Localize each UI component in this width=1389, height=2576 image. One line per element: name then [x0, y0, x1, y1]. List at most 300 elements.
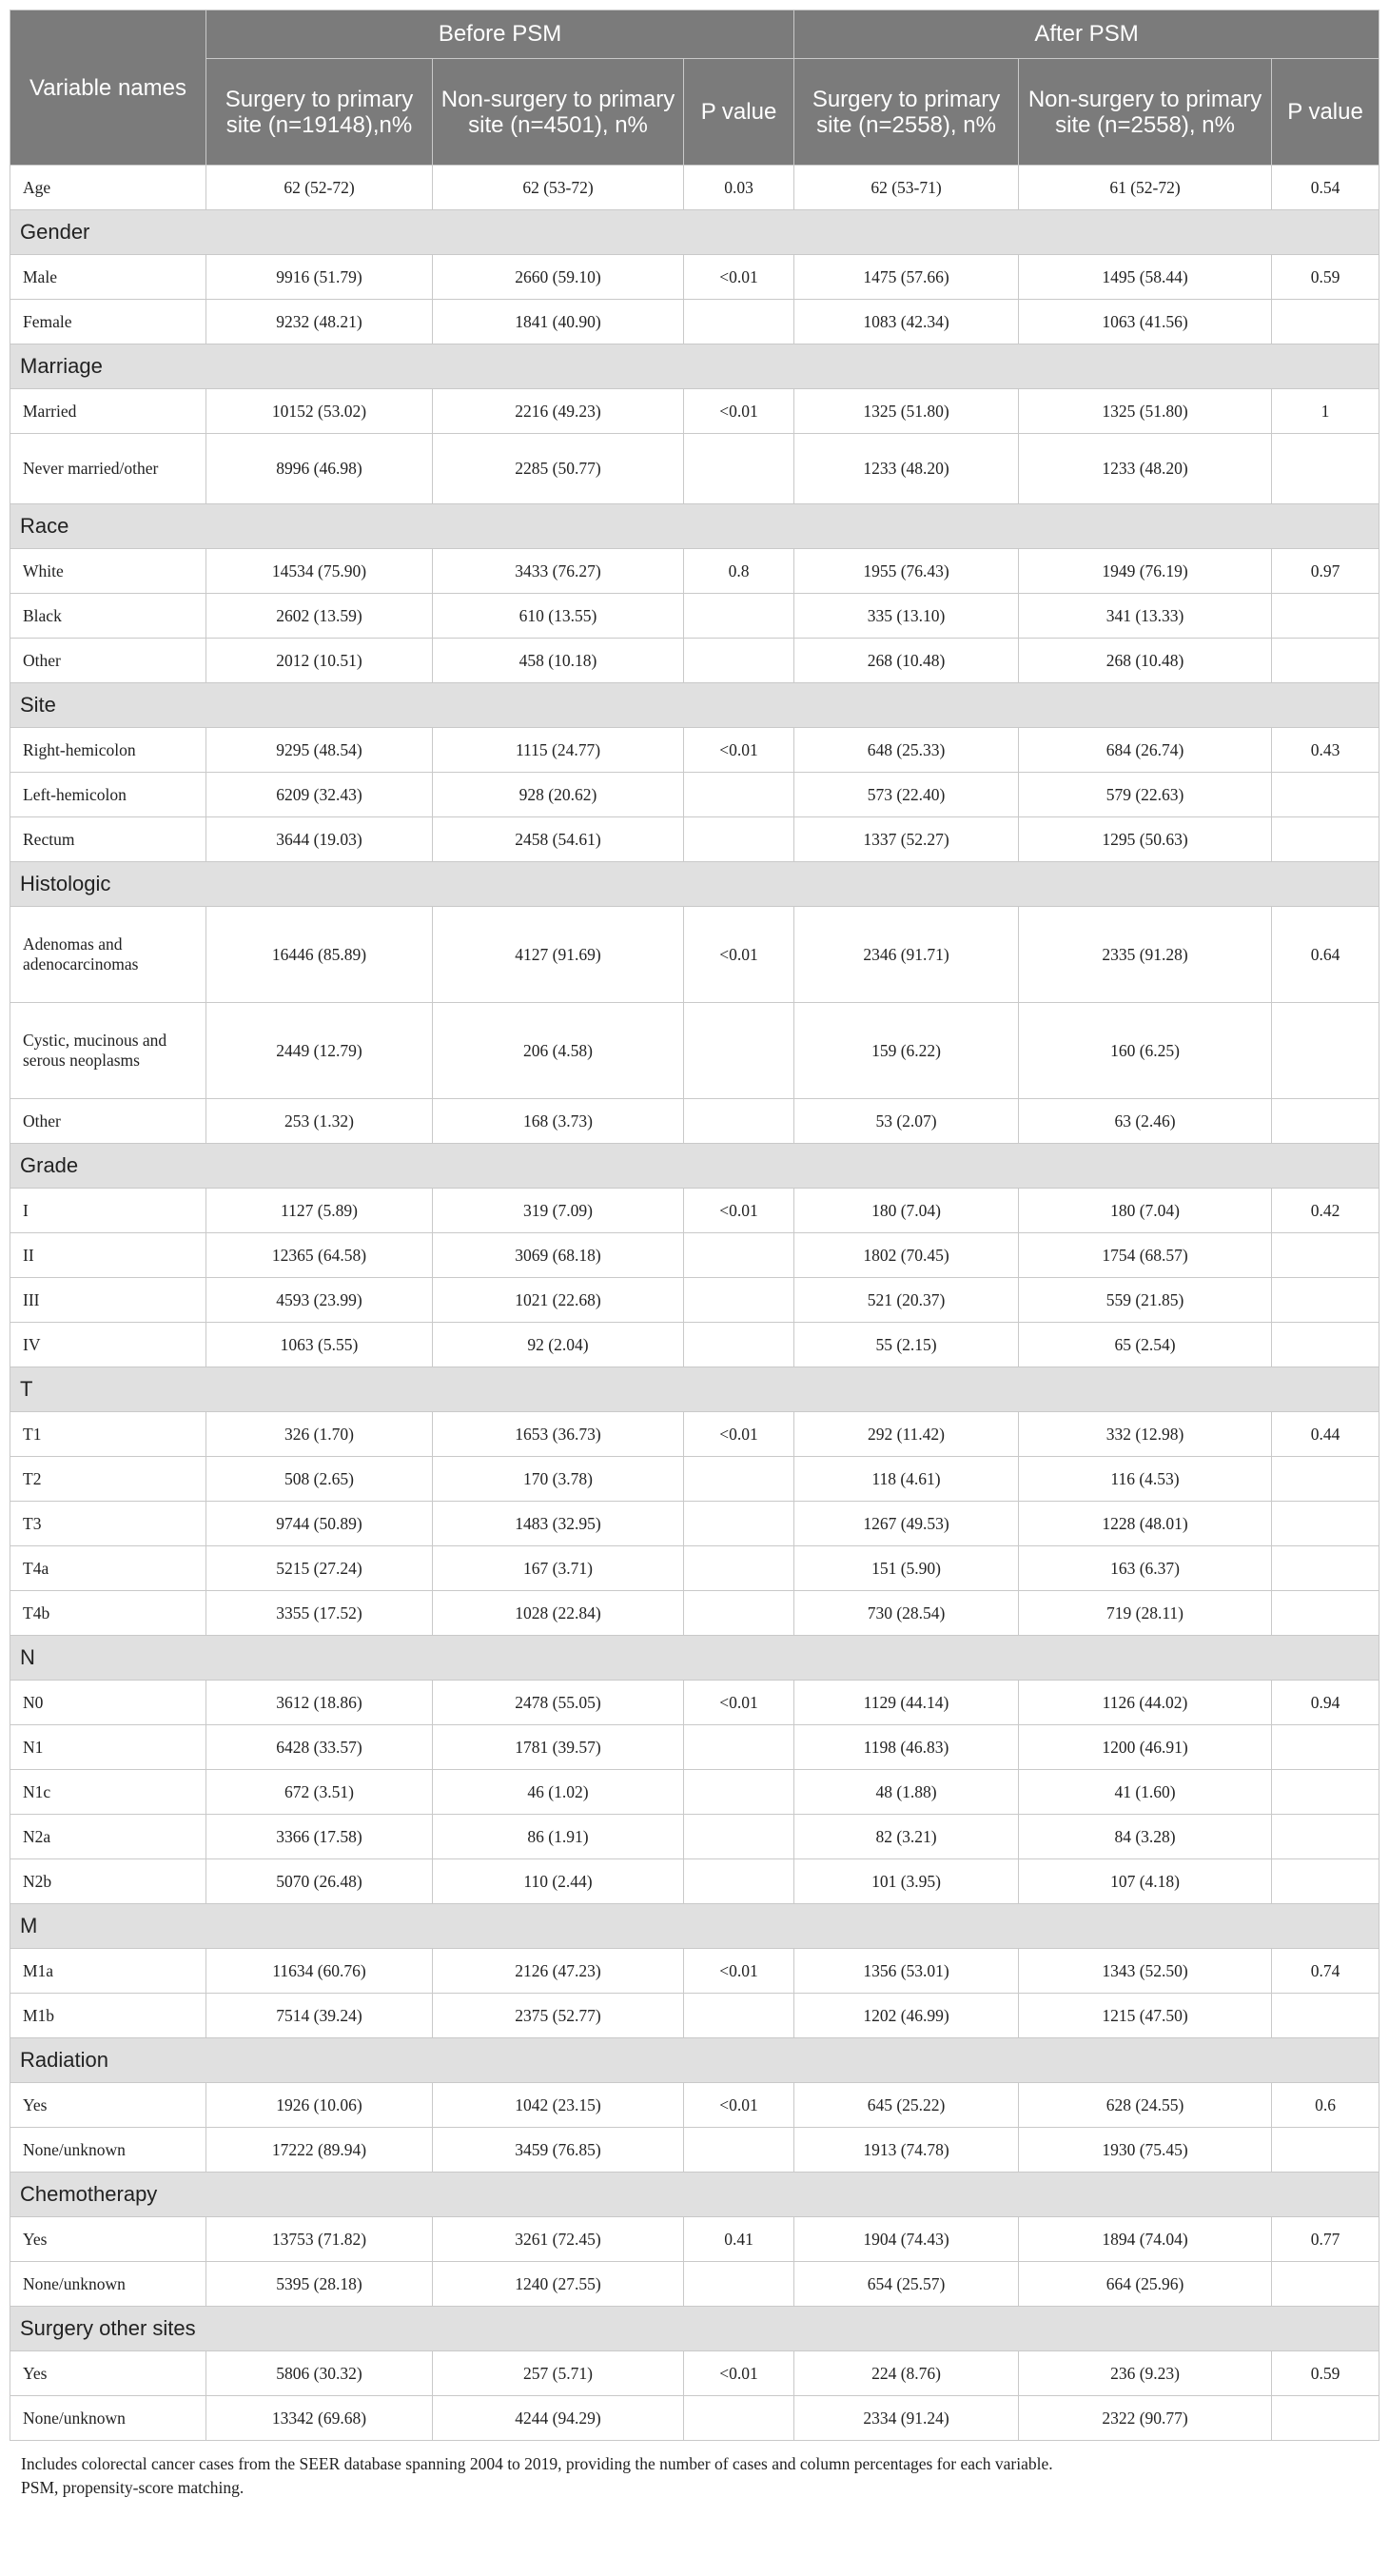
- table-row: [10, 773, 1379, 817]
- table-cell: [1272, 300, 1379, 344]
- table-cell: 63 (2.46): [1019, 1099, 1272, 1144]
- row-label: Yes: [10, 2083, 206, 2128]
- row-label: Yes: [10, 2217, 206, 2262]
- table-cell: 1228 (48.01): [1019, 1502, 1272, 1546]
- table-cell: [1272, 773, 1379, 817]
- row-label: I: [10, 1189, 206, 1233]
- row-label: Yes: [10, 2351, 206, 2396]
- section-label: M: [10, 1904, 1379, 1949]
- table-cell: 5395 (28.18): [206, 2262, 433, 2307]
- table-cell: 1781 (39.57): [433, 1725, 684, 1770]
- row-label: Age: [10, 166, 206, 210]
- row-label: Male: [10, 255, 206, 300]
- table-cell: 1028 (22.84): [433, 1591, 684, 1636]
- table-cell: 268 (10.48): [794, 639, 1019, 683]
- row-label: II: [10, 1233, 206, 1278]
- table-cell: [684, 434, 794, 504]
- row-label: None/unknown: [10, 2128, 206, 2173]
- table-cell: 2478 (55.05): [433, 1681, 684, 1725]
- table-cell: 1483 (32.95): [433, 1502, 684, 1546]
- table-cell: 1215 (47.50): [1019, 1994, 1272, 2038]
- table-cell: [684, 2262, 794, 2307]
- table-cell: 319 (7.09): [433, 1189, 684, 1233]
- table-cell: 167 (3.71): [433, 1546, 684, 1591]
- table-cell: 101 (3.95): [794, 1859, 1019, 1904]
- table-cell: 1042 (23.15): [433, 2083, 684, 2128]
- data-table: [10, 10, 1379, 2441]
- table-cell: <0.01: [684, 1412, 794, 1457]
- section-header-row: [10, 344, 1379, 389]
- section-header-row: [10, 862, 1379, 907]
- table-body: [10, 166, 1379, 2441]
- table-row: [10, 1278, 1379, 1323]
- row-label: N2a: [10, 1815, 206, 1859]
- table-cell: 253 (1.32): [206, 1099, 433, 1144]
- table-cell: 579 (22.63): [1019, 773, 1272, 817]
- table-cell: 1198 (46.83): [794, 1725, 1019, 1770]
- table-cell: 0.59: [1272, 255, 1379, 300]
- table-cell: 163 (6.37): [1019, 1546, 1272, 1591]
- table-cell: [684, 773, 794, 817]
- table-cell: [1272, 817, 1379, 862]
- table-cell: 1129 (44.14): [794, 1681, 1019, 1725]
- table-cell: <0.01: [684, 2351, 794, 2396]
- row-label: T3: [10, 1502, 206, 1546]
- table-cell: 928 (20.62): [433, 773, 684, 817]
- table-cell: 62 (53-72): [433, 166, 684, 210]
- table-cell: 62 (53-71): [794, 166, 1019, 210]
- row-label: White: [10, 549, 206, 594]
- row-label: T4a: [10, 1546, 206, 1591]
- row-label: Never married/other: [10, 434, 206, 504]
- row-label: T2: [10, 1457, 206, 1502]
- table-cell: 62 (52-72): [206, 166, 433, 210]
- table-cell: [684, 1725, 794, 1770]
- section-label: Gender: [10, 210, 1379, 255]
- section-header-row: [10, 1904, 1379, 1949]
- table-cell: [1272, 1502, 1379, 1546]
- table-cell: 1802 (70.45): [794, 1233, 1019, 1278]
- header-col-before-non-surgery: Non-surgery to primary site (n=4501), n%: [433, 59, 684, 166]
- table-cell: 0.59: [1272, 2351, 1379, 2396]
- section-header-row: [10, 504, 1379, 549]
- table-cell: [684, 1770, 794, 1815]
- table-cell: 2126 (47.23): [433, 1949, 684, 1994]
- table-row: [10, 1412, 1379, 1457]
- table-cell: 341 (13.33): [1019, 594, 1272, 639]
- table-cell: [684, 1323, 794, 1367]
- table-cell: [684, 1099, 794, 1144]
- table-row: [10, 907, 1379, 1003]
- table-cell: 92 (2.04): [433, 1323, 684, 1367]
- table-cell: 1356 (53.01): [794, 1949, 1019, 1994]
- header-group-before-psm: Before PSM: [206, 10, 794, 59]
- table-cell: 0.43: [1272, 728, 1379, 773]
- row-label: N0: [10, 1681, 206, 1725]
- table-cell: 2335 (91.28): [1019, 907, 1272, 1003]
- table-cell: [684, 1546, 794, 1591]
- table-cell: [684, 2396, 794, 2441]
- table-cell: 0.74: [1272, 1949, 1379, 1994]
- row-label: Female: [10, 300, 206, 344]
- table-cell: 1126 (44.02): [1019, 1681, 1272, 1725]
- row-label: Cystic, mucinous and serous neoplasms: [10, 1003, 206, 1099]
- table-cell: 48 (1.88): [794, 1770, 1019, 1815]
- table-cell: 1955 (76.43): [794, 549, 1019, 594]
- table-cell: 2602 (13.59): [206, 594, 433, 639]
- table-cell: 4244 (94.29): [433, 2396, 684, 2441]
- table-cell: 180 (7.04): [1019, 1189, 1272, 1233]
- table-cell: 1267 (49.53): [794, 1502, 1019, 1546]
- table-cell: 8996 (46.98): [206, 434, 433, 504]
- table-cell: 2012 (10.51): [206, 639, 433, 683]
- table-cell: 0.94: [1272, 1681, 1379, 1725]
- table-cell: 2449 (12.79): [206, 1003, 433, 1099]
- table-row: [10, 1770, 1379, 1815]
- table-container: [10, 10, 1379, 2500]
- table-cell: 1653 (36.73): [433, 1412, 684, 1457]
- table-cell: 9744 (50.89): [206, 1502, 433, 1546]
- row-label: Other: [10, 1099, 206, 1144]
- table-row: [10, 639, 1379, 683]
- table-cell: 0.97: [1272, 549, 1379, 594]
- table-cell: 719 (28.11): [1019, 1591, 1272, 1636]
- table-cell: 4127 (91.69): [433, 907, 684, 1003]
- table-cell: 2458 (54.61): [433, 817, 684, 862]
- table-cell: 5070 (26.48): [206, 1859, 433, 1904]
- table-cell: 0.54: [1272, 166, 1379, 210]
- table-cell: 7514 (39.24): [206, 1994, 433, 2038]
- table-cell: 3261 (72.45): [433, 2217, 684, 2262]
- table-row: [10, 1546, 1379, 1591]
- table-cell: 2375 (52.77): [433, 1994, 684, 2038]
- header-col-after-non-surgery: Non-surgery to primary site (n=2558), n%: [1019, 59, 1272, 166]
- table-cell: 1200 (46.91): [1019, 1725, 1272, 1770]
- table-cell: 1115 (24.77): [433, 728, 684, 773]
- header-variable-names: Variable names: [10, 10, 206, 166]
- section-header-row: [10, 1636, 1379, 1681]
- table-cell: 6209 (32.43): [206, 773, 433, 817]
- table-cell: 1949 (76.19): [1019, 549, 1272, 594]
- table-cell: 12365 (64.58): [206, 1233, 433, 1278]
- table-cell: 55 (2.15): [794, 1323, 1019, 1367]
- section-label: Marriage: [10, 344, 1379, 389]
- table-row: [10, 1591, 1379, 1636]
- table-cell: 1325 (51.80): [1019, 389, 1272, 434]
- table-cell: 16446 (85.89): [206, 907, 433, 1003]
- table-cell: 672 (3.51): [206, 1770, 433, 1815]
- table-cell: 0.6: [1272, 2083, 1379, 2128]
- row-label: None/unknown: [10, 2396, 206, 2441]
- table-cell: 61 (52-72): [1019, 166, 1272, 210]
- table-cell: 521 (20.37): [794, 1278, 1019, 1323]
- row-label: M1a: [10, 1949, 206, 1994]
- table-cell: 10152 (53.02): [206, 389, 433, 434]
- table-row: [10, 1502, 1379, 1546]
- table-cell: <0.01: [684, 1681, 794, 1725]
- table-row: [10, 817, 1379, 862]
- table-cell: 1233 (48.20): [794, 434, 1019, 504]
- table-cell: [1272, 1003, 1379, 1099]
- table-cell: 224 (8.76): [794, 2351, 1019, 2396]
- table-cell: [684, 1457, 794, 1502]
- table-cell: <0.01: [684, 2083, 794, 2128]
- table-cell: 1325 (51.80): [794, 389, 1019, 434]
- table-row: [10, 728, 1379, 773]
- footnote-abbreviation: PSM, propensity-score matching.: [21, 2478, 245, 2497]
- table-cell: 0.42: [1272, 1189, 1379, 1233]
- header-col-before-surgery: Surgery to primary site (n=19148),n%: [206, 59, 433, 166]
- row-label: III: [10, 1278, 206, 1323]
- table-cell: 1754 (68.57): [1019, 1233, 1272, 1278]
- table-cell: [684, 2128, 794, 2173]
- table-cell: 730 (28.54): [794, 1591, 1019, 1636]
- table-cell: 664 (25.96): [1019, 2262, 1272, 2307]
- table-cell: 1926 (10.06): [206, 2083, 433, 2128]
- table-row: [10, 594, 1379, 639]
- table-cell: [1272, 1457, 1379, 1502]
- table-cell: [1272, 434, 1379, 504]
- table-cell: 9916 (51.79): [206, 255, 433, 300]
- table-cell: 684 (26.74): [1019, 728, 1272, 773]
- row-label: Rectum: [10, 817, 206, 862]
- table-cell: [684, 1003, 794, 1099]
- table-cell: [684, 817, 794, 862]
- table-row: [10, 2128, 1379, 2173]
- header-group-after-psm: After PSM: [794, 10, 1379, 59]
- table-cell: 14534 (75.90): [206, 549, 433, 594]
- section-label: N: [10, 1636, 1379, 1681]
- table-cell: 13342 (69.68): [206, 2396, 433, 2441]
- table-cell: 0.77: [1272, 2217, 1379, 2262]
- table-cell: 1063 (5.55): [206, 1323, 433, 1367]
- table-cell: 332 (12.98): [1019, 1412, 1272, 1457]
- table-row: [10, 1994, 1379, 2038]
- table-cell: [1272, 1546, 1379, 1591]
- section-header-row: [10, 1367, 1379, 1412]
- row-label: N1c: [10, 1770, 206, 1815]
- row-label: Right-hemicolon: [10, 728, 206, 773]
- table-cell: 160 (6.25): [1019, 1003, 1272, 1099]
- table-cell: 508 (2.65): [206, 1457, 433, 1502]
- table-row: [10, 389, 1379, 434]
- table-cell: 3644 (19.03): [206, 817, 433, 862]
- table-cell: 1127 (5.89): [206, 1189, 433, 1233]
- section-label: Chemotherapy: [10, 2173, 1379, 2217]
- table-row: [10, 549, 1379, 594]
- table-cell: 628 (24.55): [1019, 2083, 1272, 2128]
- table-row: [10, 1949, 1379, 1994]
- table-cell: [684, 1233, 794, 1278]
- table-row: [10, 1859, 1379, 1904]
- table-cell: 17222 (89.94): [206, 2128, 433, 2173]
- table-row: [10, 1457, 1379, 1502]
- table-cell: 13753 (71.82): [206, 2217, 433, 2262]
- table-cell: 326 (1.70): [206, 1412, 433, 1457]
- table-cell: <0.01: [684, 728, 794, 773]
- table-row: [10, 2217, 1379, 2262]
- table-cell: 2334 (91.24): [794, 2396, 1019, 2441]
- table-cell: <0.01: [684, 907, 794, 1003]
- table-cell: [1272, 2396, 1379, 2441]
- table-cell: 41 (1.60): [1019, 1770, 1272, 1815]
- table-header: [10, 10, 1379, 166]
- table-cell: [1272, 1815, 1379, 1859]
- table-row: [10, 1323, 1379, 1367]
- table-cell: [684, 1278, 794, 1323]
- table-cell: [684, 639, 794, 683]
- header-col-after-p-value: P value: [1272, 59, 1379, 166]
- table-row: [10, 255, 1379, 300]
- table-row: [10, 166, 1379, 210]
- section-header-row: [10, 2038, 1379, 2083]
- table-cell: [1272, 1591, 1379, 1636]
- table-cell: 1930 (75.45): [1019, 2128, 1272, 2173]
- table-cell: 1083 (42.34): [794, 300, 1019, 344]
- table-cell: 5806 (30.32): [206, 2351, 433, 2396]
- table-cell: 4593 (23.99): [206, 1278, 433, 1323]
- table-row: [10, 1815, 1379, 1859]
- table-cell: 3433 (76.27): [433, 549, 684, 594]
- table-cell: 268 (10.48): [1019, 639, 1272, 683]
- footnotes: [10, 2452, 1379, 2500]
- table-cell: <0.01: [684, 1189, 794, 1233]
- table-cell: 1202 (46.99): [794, 1994, 1019, 2038]
- section-header-row: [10, 2173, 1379, 2217]
- table-cell: 6428 (33.57): [206, 1725, 433, 1770]
- row-label: Other: [10, 639, 206, 683]
- table-cell: 2660 (59.10): [433, 255, 684, 300]
- table-cell: 11634 (60.76): [206, 1949, 433, 1994]
- table-cell: [684, 300, 794, 344]
- footnote-source: Includes colorectal cancer cases from the SEER database spanning 2004 to 2019, providing the number of cases and column percentages for each variable.: [21, 2454, 1053, 2473]
- table-cell: 2322 (90.77): [1019, 2396, 1272, 2441]
- table-cell: [684, 1591, 794, 1636]
- table-cell: [1272, 594, 1379, 639]
- table-cell: 1475 (57.66): [794, 255, 1019, 300]
- table-cell: [684, 1859, 794, 1904]
- table-cell: 206 (4.58): [433, 1003, 684, 1099]
- table-cell: 648 (25.33): [794, 728, 1019, 773]
- table-cell: 573 (22.40): [794, 773, 1019, 817]
- table-row: [10, 2396, 1379, 2441]
- table-cell: 180 (7.04): [794, 1189, 1019, 1233]
- table-cell: 0.03: [684, 166, 794, 210]
- table-cell: 86 (1.91): [433, 1815, 684, 1859]
- section-label: Histologic: [10, 862, 1379, 907]
- table-cell: 292 (11.42): [794, 1412, 1019, 1457]
- table-cell: 107 (4.18): [1019, 1859, 1272, 1904]
- table-cell: 82 (3.21): [794, 1815, 1019, 1859]
- table-cell: 1894 (74.04): [1019, 2217, 1272, 2262]
- table-cell: 3069 (68.18): [433, 1233, 684, 1278]
- table-cell: 116 (4.53): [1019, 1457, 1272, 1502]
- table-cell: <0.01: [684, 255, 794, 300]
- table-row: [10, 2262, 1379, 2307]
- row-label: N1: [10, 1725, 206, 1770]
- table-cell: 151 (5.90): [794, 1546, 1019, 1591]
- table-row: [10, 1681, 1379, 1725]
- table-cell: 654 (25.57): [794, 2262, 1019, 2307]
- table-cell: [684, 594, 794, 639]
- table-cell: [1272, 1725, 1379, 1770]
- table-cell: 1295 (50.63): [1019, 817, 1272, 862]
- row-label: Black: [10, 594, 206, 639]
- table-cell: 84 (3.28): [1019, 1815, 1272, 1859]
- table-cell: 1233 (48.20): [1019, 434, 1272, 504]
- table-cell: 46 (1.02): [433, 1770, 684, 1815]
- table-cell: 257 (5.71): [433, 2351, 684, 2396]
- row-label: T1: [10, 1412, 206, 1457]
- table-cell: [1272, 1770, 1379, 1815]
- table-row: [10, 300, 1379, 344]
- table-cell: 610 (13.55): [433, 594, 684, 639]
- table-cell: 0.41: [684, 2217, 794, 2262]
- table-row: [10, 1189, 1379, 1233]
- table-cell: 3612 (18.86): [206, 1681, 433, 1725]
- table-row: [10, 2351, 1379, 2396]
- table-cell: 2216 (49.23): [433, 389, 684, 434]
- section-header-row: [10, 210, 1379, 255]
- table-cell: 559 (21.85): [1019, 1278, 1272, 1323]
- table-cell: 65 (2.54): [1019, 1323, 1272, 1367]
- section-header-row: [10, 683, 1379, 728]
- table-cell: [1272, 1233, 1379, 1278]
- header-col-before-p-value: P value: [684, 59, 794, 166]
- table-cell: 1: [1272, 389, 1379, 434]
- table-cell: [1272, 1099, 1379, 1144]
- table-cell: <0.01: [684, 389, 794, 434]
- table-cell: 3459 (76.85): [433, 2128, 684, 2173]
- table-cell: 458 (10.18): [433, 639, 684, 683]
- table-cell: 118 (4.61): [794, 1457, 1019, 1502]
- row-label: Adenomas and adenocarcinomas: [10, 907, 206, 1003]
- table-cell: 0.8: [684, 549, 794, 594]
- section-label: Site: [10, 683, 1379, 728]
- table-cell: 2346 (91.71): [794, 907, 1019, 1003]
- table-cell: 168 (3.73): [433, 1099, 684, 1144]
- table-row: [10, 1099, 1379, 1144]
- table-cell: 3355 (17.52): [206, 1591, 433, 1636]
- row-label: M1b: [10, 1994, 206, 2038]
- section-label: Surgery other sites: [10, 2307, 1379, 2351]
- section-label: Grade: [10, 1144, 1379, 1189]
- table-cell: [684, 1994, 794, 2038]
- table-cell: 1841 (40.90): [433, 300, 684, 344]
- table-cell: 0.44: [1272, 1412, 1379, 1457]
- row-label: None/unknown: [10, 2262, 206, 2307]
- row-label: N2b: [10, 1859, 206, 1904]
- table-cell: [1272, 2262, 1379, 2307]
- table-cell: 9232 (48.21): [206, 300, 433, 344]
- table-cell: 110 (2.44): [433, 1859, 684, 1904]
- table-row: [10, 1233, 1379, 1278]
- section-label: T: [10, 1367, 1379, 1412]
- table-cell: 2285 (50.77): [433, 434, 684, 504]
- table-row: [10, 2083, 1379, 2128]
- table-cell: <0.01: [684, 1949, 794, 1994]
- table-cell: [1272, 2128, 1379, 2173]
- table-cell: 0.64: [1272, 907, 1379, 1003]
- row-label: Left-hemicolon: [10, 773, 206, 817]
- table-cell: [1272, 1994, 1379, 2038]
- table-cell: [1272, 1859, 1379, 1904]
- table-cell: [1272, 639, 1379, 683]
- section-header-row: [10, 2307, 1379, 2351]
- row-label: T4b: [10, 1591, 206, 1636]
- table-cell: 1343 (52.50): [1019, 1949, 1272, 1994]
- table-cell: [684, 1502, 794, 1546]
